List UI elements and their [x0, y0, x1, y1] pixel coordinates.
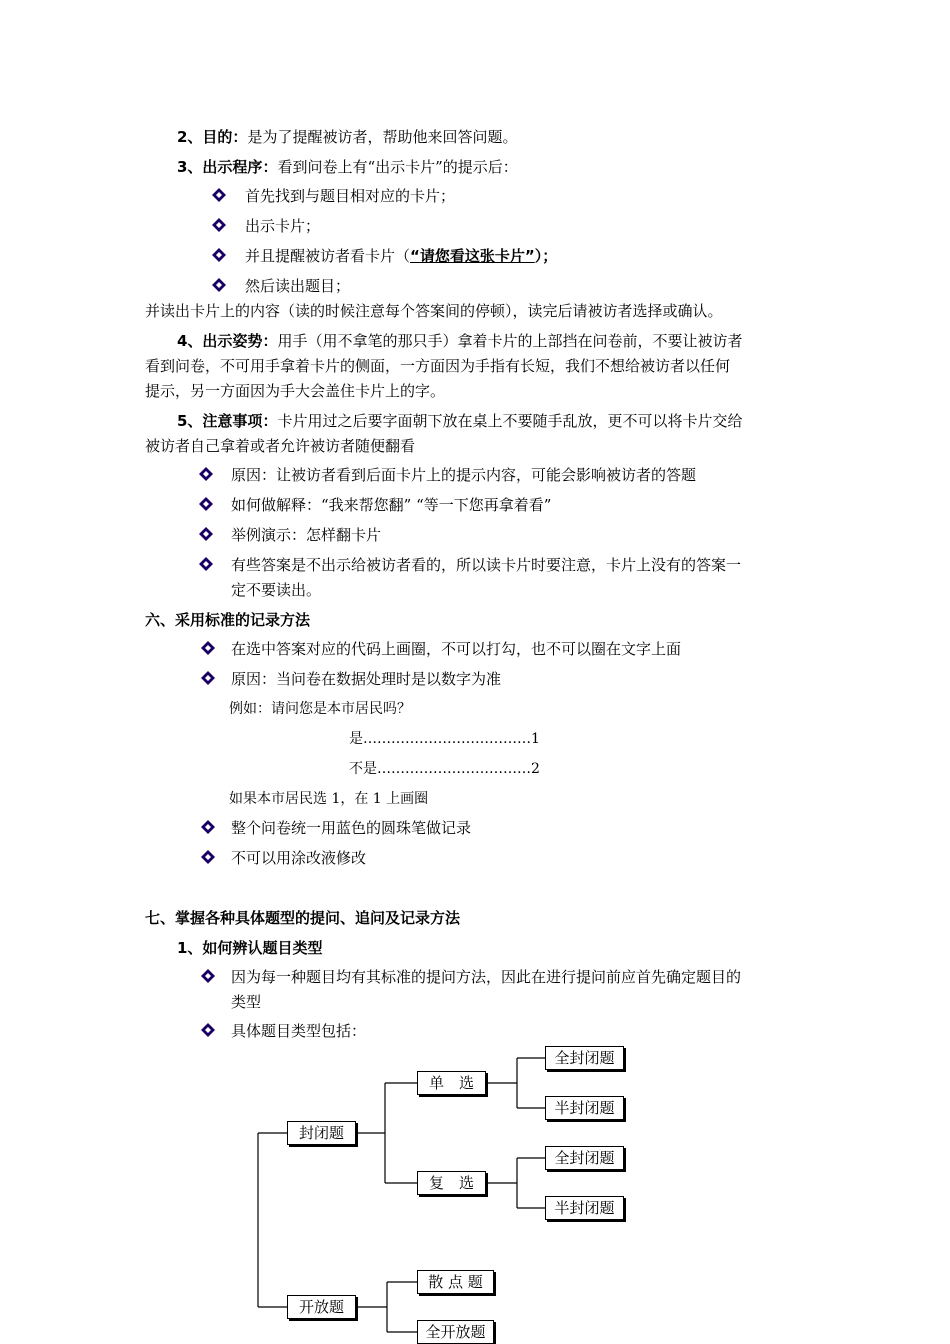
node-full-open-question: 全开放题 — [417, 1320, 494, 1344]
step-1: 首先找到与题目相对应的卡片； — [245, 187, 456, 205]
item-5-line-2: 被访者自己拿着或者允许被访者随便翻看 — [145, 437, 416, 455]
item-2-label: 2、目的： — [177, 128, 248, 146]
item-5-text-1: 卡片用过之后要字面朝下放在桌上不要随手乱放，更不可以将卡片交给 — [277, 412, 743, 430]
step-3-quote: “请您看这张卡片” — [410, 247, 535, 265]
node-single-full-closed: 全封闭题 — [545, 1046, 624, 1070]
example-question: 例如：请问您是本市居民吗？ — [229, 701, 411, 717]
section-6-bullet-1: 在选中答案对应的代码上画圈，不可以打勾，也不可以圈在文字上面 — [231, 640, 682, 658]
section-7-sub1: 1、如何辨认题目类型 — [177, 939, 323, 957]
section-7-title: 七、掌握各种具体题型的提问、追问及记录方法 — [145, 909, 461, 927]
read-line: 并读出卡片上的内容（读的时候注意每个答案间的停顿），读完后请被访者选择或确认。 — [145, 302, 723, 320]
section-7-bullet-2: 具体题目类型包括： — [231, 1022, 367, 1040]
item-4-line-3: 提示，另一方面因为手大会盖住卡片上的字。 — [145, 382, 446, 400]
node-multi-choice: 复 选 — [417, 1171, 486, 1195]
section-7-bullet-1: 因为每一种题目均有其标准的提问方法，因此在进行提问前应首先确定题目的 — [231, 968, 742, 986]
node-multi-half-closed: 半封闭题 — [545, 1196, 624, 1220]
node-single-choice: 单 选 — [417, 1071, 486, 1095]
item-4-label: 4、出示姿势： — [177, 332, 278, 350]
item-5-label: 5、注意事项： — [177, 412, 278, 430]
note-2: 如何做解释：“我来帮您翻” “等一下您再拿着看” — [231, 496, 552, 514]
step-3-text: 并且提醒被访者看卡片（ — [245, 247, 411, 265]
section-7-bullet-1-cont: 类型 — [231, 993, 262, 1011]
note-1: 原因：让被访者看到后面卡片上的提示内容，可能会影响被访者的答题 — [231, 466, 697, 484]
node-scatter-question: 散 点 题 — [417, 1270, 494, 1294]
item-2-text: 是为了提醒被访者，帮助他来回答问题。 — [247, 128, 518, 146]
node-open-question: 开放题 — [287, 1295, 356, 1319]
item-4-line-2: 看到问卷，不可用手拿着卡片的侧面，一方面因为手指有长短，我们不想给被访者以任何 — [145, 357, 731, 375]
section-6-bullet-4: 不可以用涂改液修改 — [231, 849, 367, 867]
note-3: 举例演示：怎样翻卡片 — [231, 526, 382, 544]
section-6-title: 六、采用标准的记录方法 — [145, 611, 311, 629]
section-6-bullet-2: 原因：当问卷在数据处理时是以数字为准 — [231, 670, 502, 688]
example-note: 如果本市居民选 1，在 1 上画圈 — [229, 791, 429, 807]
node-single-half-closed: 半封闭题 — [545, 1096, 624, 1120]
note-4-cont: 定不要读出。 — [231, 581, 322, 599]
step-4: 然后读出题目； — [245, 277, 351, 295]
node-closed-question: 封闭题 — [287, 1121, 356, 1145]
note-4: 有些答案是不出示给被访者看的，所以读卡片时要注意，卡片上没有的答案一 — [231, 556, 742, 574]
item-3-text: 看到问卷上有“出示卡片”的提示后： — [277, 158, 518, 176]
item-4-text-1: 用手（用不拿笔的那只手）拿着卡片的上部挡在问卷前，不要让被访者 — [277, 332, 743, 350]
node-multi-full-closed: 全封闭题 — [545, 1146, 624, 1170]
step-2: 出示卡片； — [245, 217, 321, 235]
step-3-end: ）； — [534, 247, 558, 265]
item-3-label: 3、出示程序： — [177, 158, 278, 176]
example-option-yes: 是………………………………1 — [349, 731, 540, 747]
section-6-bullet-3: 整个问卷统一用蓝色的圆珠笔做记录 — [231, 819, 472, 837]
example-option-no: 不是……………………………2 — [349, 761, 540, 777]
